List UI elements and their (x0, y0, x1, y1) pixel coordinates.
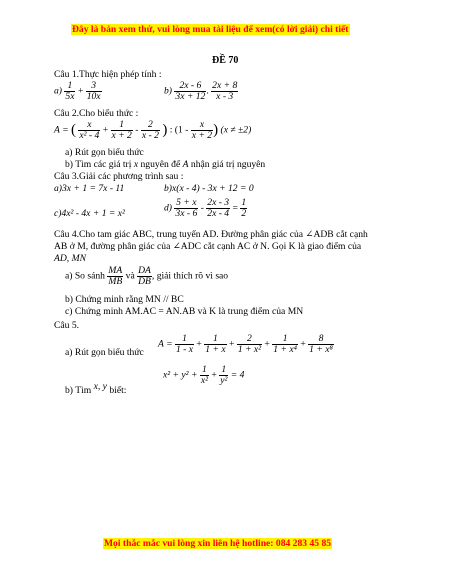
exam-title: ĐỀ 70 (212, 55, 239, 66)
q1-part-b: b) $\frac{2x - 6}{3x + 12}$ . $\frac{2x + 8}{x - 3}$ (164, 80, 238, 102)
q3-heading: Câu 3.Giải các phương trình sau : (54, 171, 184, 182)
q1-a-frac1: $\frac{1}{5x}$ (65, 80, 75, 102)
q3-part-d: d) $\frac{5 + x}{3x - 6}$ - $\frac{2x - 3}{2x - 4}$ = $\frac{1}{2}$ (164, 197, 247, 219)
q5-term2: $\frac{1}{1 + x}$ (205, 333, 226, 355)
q2-frac2: $\frac{1}{x + 2}$ (111, 119, 132, 141)
q2-frac4: $\frac{x}{x + 2}$ (191, 119, 213, 141)
q5-b-frac1: $\frac{1}{\text{x²}}$ (200, 364, 208, 386)
q3-d-frac3: $\frac{1}{2}$ (241, 197, 247, 219)
q2-div-part: : (1 - (169, 124, 189, 136)
q2-heading: Câu 2.Cho biểu thức : (54, 108, 139, 119)
q2-frac1: $\frac{x}{\text{x² - 4}}$ (79, 119, 100, 141)
q5-item-b: b) Tìm x, y biết: (65, 381, 127, 396)
q4-a-frac2: $\frac{DA}{DB}$ (138, 265, 151, 287)
q5-heading: Câu 5. (54, 320, 80, 331)
q5-term1: $\frac{1}{1 - x}$ (175, 333, 194, 355)
q1-heading: Câu 1.Thực hiện phép tính : (54, 69, 162, 80)
q1-b-label: b) (164, 85, 172, 97)
q4-line2: AB ở M, đường phân giác của ∠ADC cắt cạnh AC ở N. Gọi K là giao điểm của (54, 241, 362, 252)
q4-a-frac1: $\frac{MA}{MB}$ (108, 265, 123, 287)
q3-part-b: b)x(x - 4) - 3x + 12 = 0 (164, 183, 254, 194)
q5-item-a: a) Rút gọn biểu thức (65, 347, 144, 358)
q5-b-frac2: $\frac{1}{\text{y²}}$ (220, 364, 228, 386)
q4-line3: AD, MN (54, 253, 86, 264)
q1-a-frac2: $\frac{3}{10x}$ (86, 80, 101, 102)
q2-condition: (x ≠ ±2) (220, 124, 252, 136)
q2-A-eq: A = (54, 124, 69, 136)
q4-line1: Câu 4.Cho tam giác ABC, trung tuyến AD. Đường phân giác của ∠ADB cắt cạnh (54, 229, 368, 240)
hotline-banner (103, 538, 332, 549)
q5-term4: $\frac{1}{\text{1 + x⁴}}$ (273, 333, 297, 355)
q5-term3: $\frac{2}{\text{1 + x²}}$ (237, 333, 262, 355)
q3-d-frac1: $\frac{5 + x}{3x - 6}$ (175, 197, 198, 219)
q4-item-b: b) Chứng minh rằng MN // BC (65, 294, 184, 305)
q2-item-b: b) Tìm các giá trị x nguyên để A nhận giá trị nguyên (65, 159, 266, 170)
q4-item-a: a) So sánh $\frac{MA}{MB}$ và $\frac{DA}{DB}$ , giải thích rõ vì sao (65, 265, 229, 287)
q3-d-frac2: $\frac{2x - 3}{2x - 4}$ (207, 197, 230, 219)
q1-b-frac1: $\frac{2x - 6}{3x + 12}$ (175, 80, 206, 102)
q2-frac3: $\frac{2}{x - 2}$ (141, 119, 159, 141)
q1-part-a (54, 81, 102, 102)
q3-part-c: c)4x² - 4x + 1 = x² (54, 208, 125, 219)
q1-b-frac2: $\frac{2x + 8}{x - 3}$ (212, 80, 238, 102)
q5-term5: $\frac{8}{\text{1 + x⁸}}$ (309, 333, 333, 355)
q2-expression: A = ( $\frac{x}{\text{x² - 4}}$ + $\frac{1}{x + 2}$ - $\frac{2}{x - 2}$ ) : (1 - $\frac{x}{x + 2}$ ) (x ≠ ±2) (54, 119, 252, 141)
q5-a-expression: A = $\frac{1}{1 - x}$ + $\frac{1}{1 + x}$ + $\frac{2}{\text{1 + x²}}$ + $\frac{1}{\text{1 + x⁴}}$ + $\frac{8}{\text{1 + x⁸}}$ (158, 333, 333, 355)
hotline-banner-text: Mọi thắc mắc vui lòng xin liên hệ hotline: 084 283 45 85 (104, 538, 332, 549)
q4-item-c: c) Chứng minh AM.AC = AN.AB và K là trung điểm của MN (65, 306, 304, 317)
q1-a-op: + (77, 85, 84, 97)
q5-b-equation: x² + y² + $\frac{1}{\text{x²}}$ + $\frac{1}{\text{y²}}$ = 4 (163, 364, 245, 386)
q2-item-a: a) Rút gọn biểu thức (65, 147, 144, 158)
q1-a-label: a) (54, 85, 62, 97)
preview-banner (71, 24, 350, 35)
q3-part-a: a)3x + 1 = 7x - 11 (54, 183, 125, 194)
preview-banner-text: Đây là bản xem thử, vui lòng mua tài liệu để xem(có lời giải) chi tiết (72, 24, 349, 35)
